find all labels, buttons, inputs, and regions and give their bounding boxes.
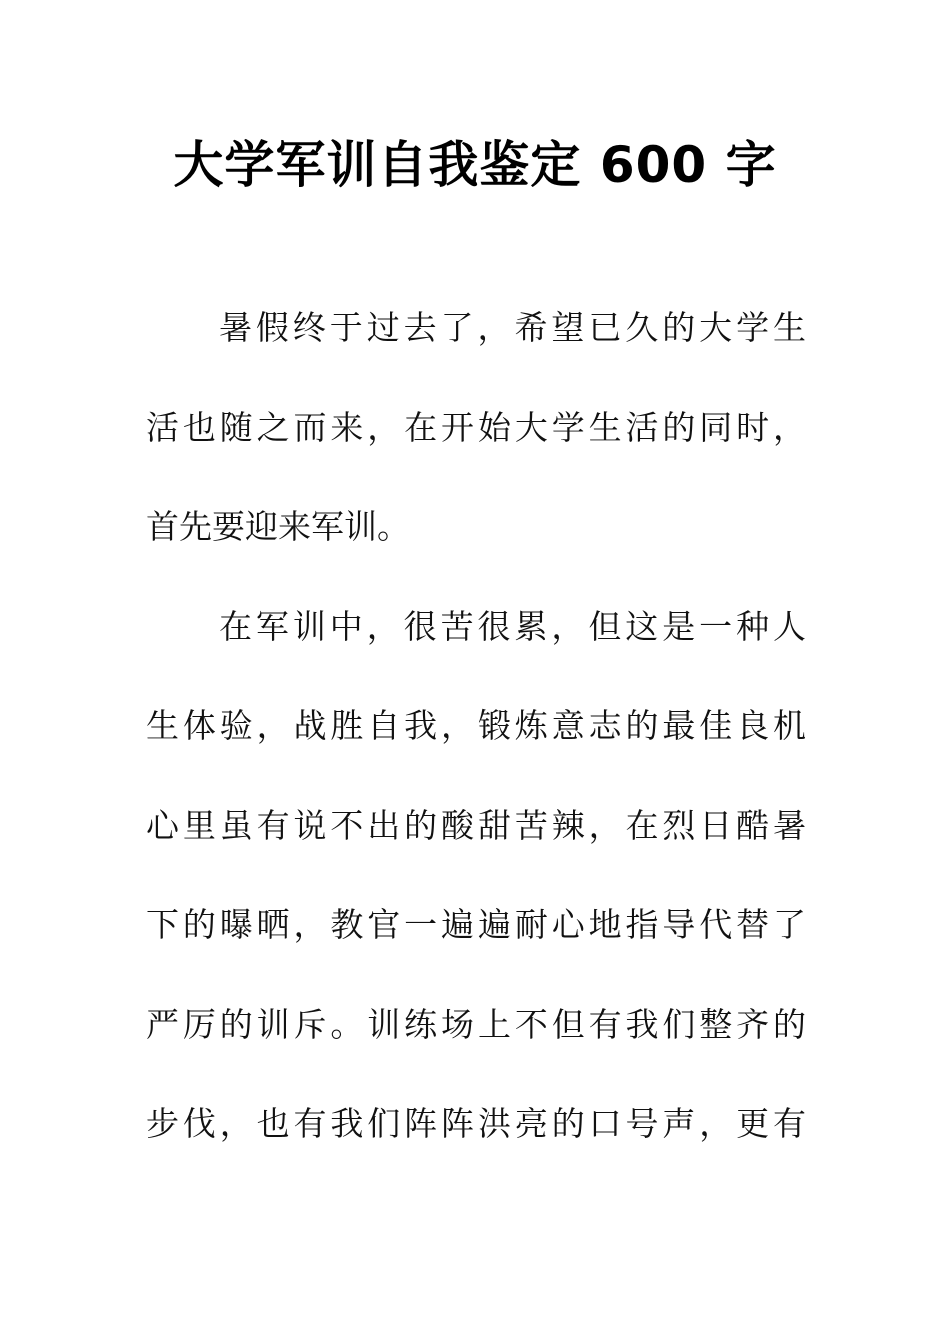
paragraph-line: 心里虽有说不出的酸甜苦辣，在烈日酷暑 [146,805,806,845]
paragraph-line: 生体验，战胜自我，锻炼意志的最佳良机 [146,706,806,745]
paragraph-line: 活也随之而来，在开始大学生活的同时， [146,407,806,447]
paragraph-line: 暑假终于过去了，希望已久的大学生 [219,308,806,347]
document-title: 大学军训自我鉴定 600 字 [173,136,777,194]
paragraph-line: 步伐，也有我们阵阵洪亮的口号声，更有 [146,1104,806,1143]
paragraph-line: 在军训中，很苦很累，但这是一种人 [219,606,806,646]
document-body [146,295,806,1191]
paragraph-line: 下的曝晒，教官一遍遍耐心地指导代替了 [146,905,806,944]
paragraph-line: 首先要迎来军训。 [146,507,410,546]
paragraph-line: 严厉的训斥。训练场上不但有我们整齐的 [146,1004,806,1044]
